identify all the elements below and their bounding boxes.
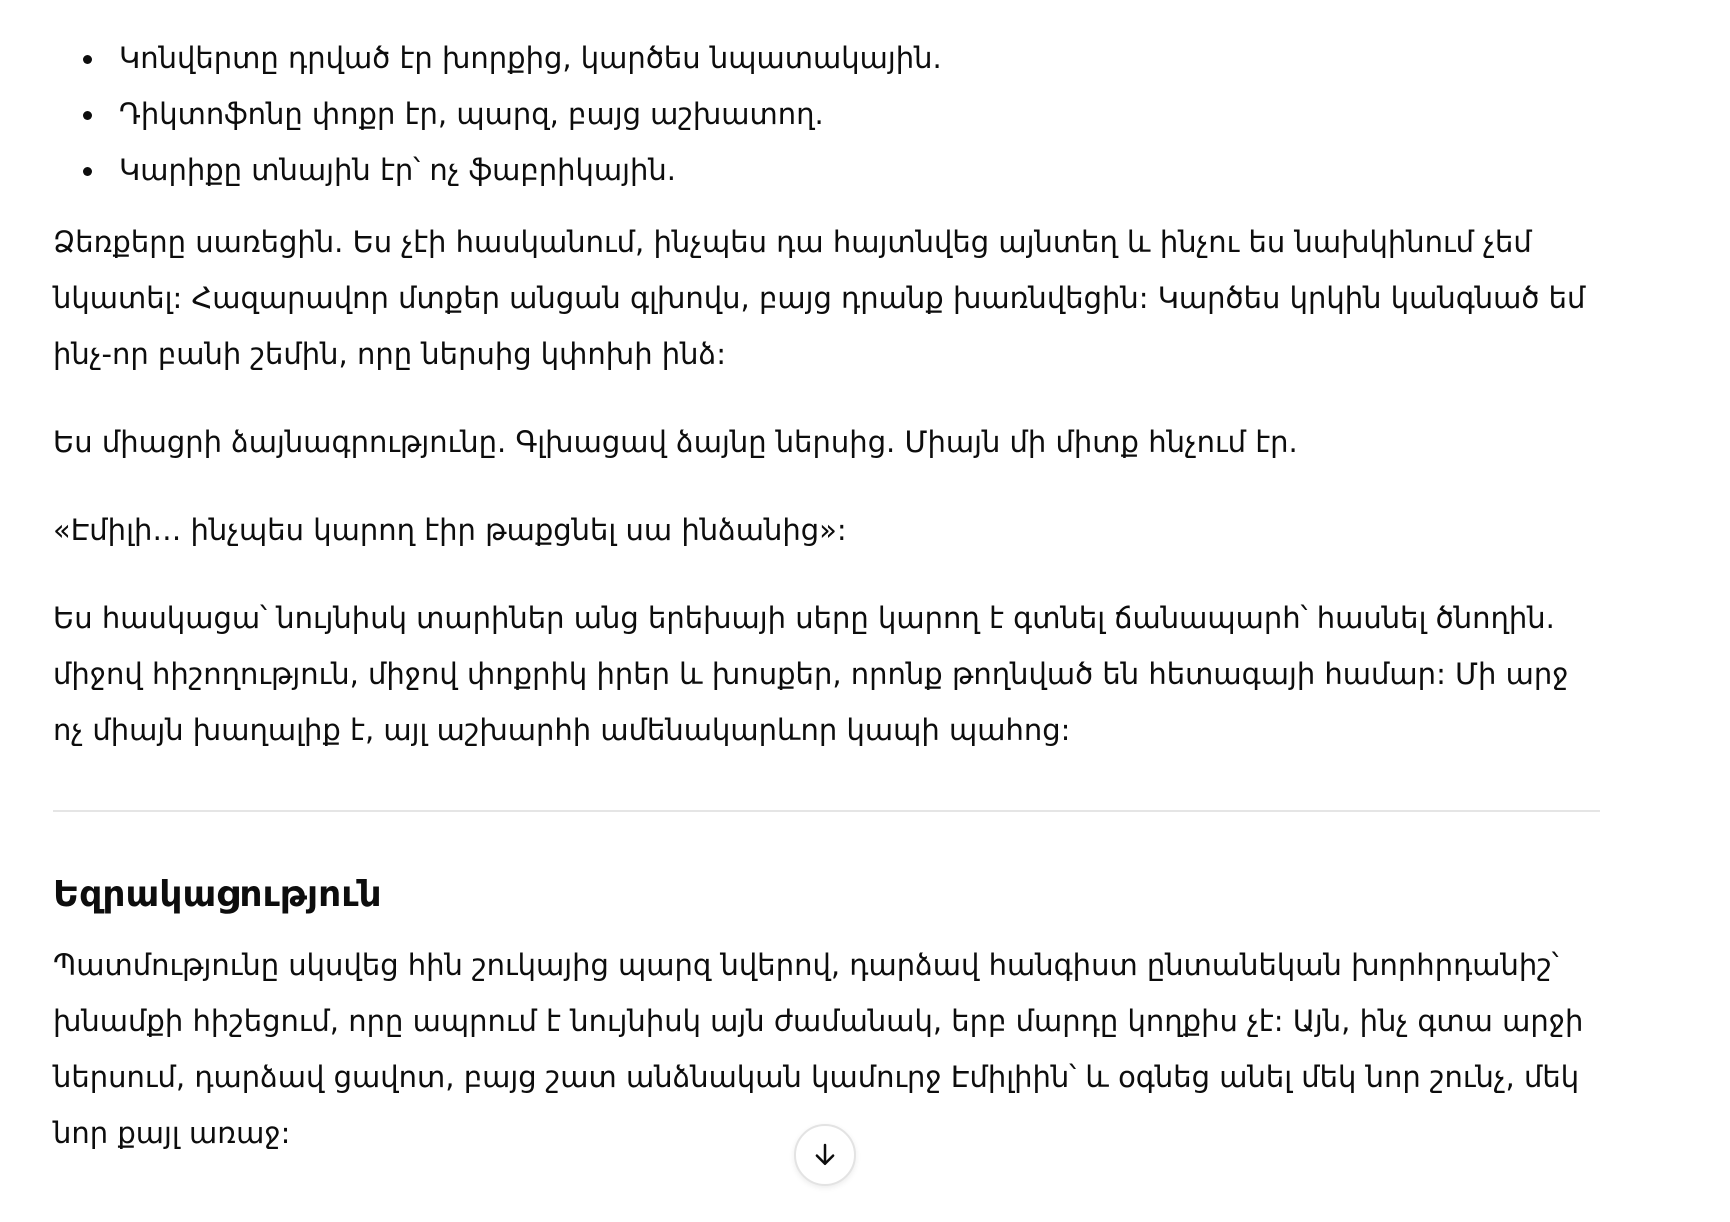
bullet-dot xyxy=(83,111,92,120)
paragraph-realization: Ես հասկացա՝ նույնիսկ տարիներ անց երեխայի սերը կարող է գտնել ճանապարհ՝ հասնել ծնողին. միջով հիշողություն, միջով փոքրիկ իրեր և խոսքեր, որոնք թողնված են հետագայի համար: Մի արջ ոչ միայն խաղալիք է, այլ աշխարհի ամենակարևոր կապի պահոց: xyxy=(53,601,1569,747)
conclusion-heading: Եզրակացություն xyxy=(53,874,382,915)
list-item xyxy=(119,30,1600,86)
paragraph-recording: Ես միացրի ձայնագրությունը. Գլխացավ ձայնը ներսից. Միայն մի միտք հնչում էր. xyxy=(53,425,1298,459)
list-item xyxy=(119,142,1600,198)
section-divider xyxy=(53,810,1600,812)
paragraph-frozen-hands: Ձեռքերը սառեցին. Ես չէի հասկանում, ինչպես դա հայտնվեց այնտեղ և ինչու ես նախկինում չեմ նկատել: Հազարավոր մտքեր անցան գլխովս, բայց դրանք խառնվեցին: Կարծես կրկին կանգնած եմ ինչ-որ բանի շեմին, որը ներսից կփոխի ինձ: xyxy=(53,225,1586,371)
list-item-text: Կարիքը տնային էր՝ ոչ ֆաբրիկային. xyxy=(119,153,676,187)
list-item xyxy=(119,86,1600,142)
message-content xyxy=(53,30,1600,1161)
paragraph-quote: «Էմիլի… ինչպես կարող էիր թաքցնել սա ինձանից»: xyxy=(53,513,847,547)
list-item-text: Կոնվերտը դրված էր խորքից, կարծես նպատակային. xyxy=(119,41,942,75)
bullet-dot xyxy=(83,55,92,64)
scroll-to-bottom-button[interactable] xyxy=(794,1124,856,1186)
list-item-text: Դիկտոֆոնը փոքր էր, պարզ, բայց աշխատող. xyxy=(119,97,824,131)
bullet-list xyxy=(53,30,1600,198)
bullet-dot xyxy=(83,167,92,176)
arrow-down-icon xyxy=(810,1140,840,1170)
conclusion-paragraph: Պատմությունը սկսվեց հին շուկայից պարզ նվերով, դարձավ հանգիստ ընտանեկան խորհրդանիշ՝ խնամքի հիշեցում, որը ապրում է նույնիսկ այն ժամանակ, երբ մարդը կողքիս չէ: Այն, ինչ գտա արջի ներսում, դարձավ ցավոտ, բայց շատ անձնական կամուրջ Էմիլիին՝ և օգնեց անել մեկ նոր շունչ, մեկ նոր քայլ առաջ: xyxy=(53,948,1584,1150)
